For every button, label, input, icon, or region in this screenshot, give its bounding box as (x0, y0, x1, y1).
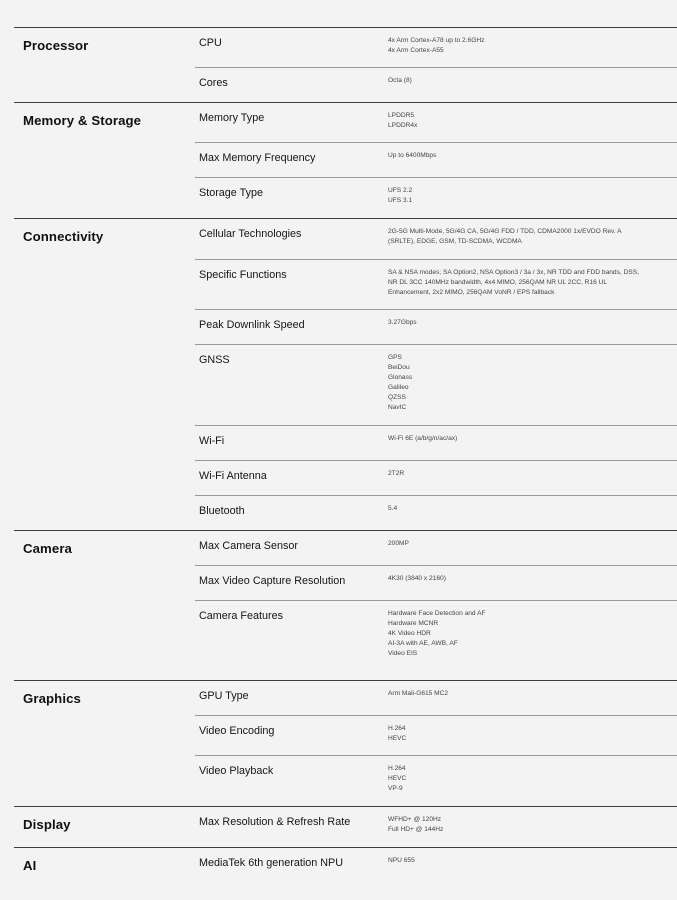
spec-label: Cores (199, 77, 228, 89)
spec-label: Memory Type (199, 112, 265, 124)
group-divider (14, 806, 677, 807)
spec-label: GNSS (199, 354, 230, 366)
spec-value-line: 2G-5G Multi-Mode, 5G/4G CA, 5G/4G FDD / TDD, CDMA2000 1x/EVDO Rev. A (SRLTE), EDGE, GSM, TD-SCDMA, WCDMA (388, 228, 622, 245)
spec-value (388, 539, 638, 549)
spec-label: Max Camera Sensor (199, 540, 299, 552)
spec-value-line: Video EIS (388, 650, 418, 657)
row-divider (195, 177, 677, 178)
group-memory-storage (0, 102, 677, 218)
spec-value-line: NPU 655 (388, 857, 415, 864)
row-divider (195, 425, 677, 426)
spec-value-line: H.264 (388, 765, 406, 772)
row-divider (195, 755, 677, 756)
spec-value (388, 724, 638, 744)
spec-label: Cellular Technologies (199, 228, 302, 240)
group-connectivity (0, 218, 677, 530)
spec-label: Specific Functions (199, 269, 287, 281)
spec-value-line: HEVC (388, 735, 407, 742)
row-divider (195, 142, 677, 143)
group-camera (0, 530, 677, 680)
spec-value-line: 4x Arm Cortex-A78 up to 2.6GHz (388, 37, 485, 44)
spec-label: Video Playback (199, 765, 274, 777)
spec-value (388, 227, 640, 247)
row-divider (195, 309, 677, 310)
group-title: AI (23, 858, 37, 873)
spec-value (388, 504, 638, 514)
spec-label: Storage Type (199, 187, 264, 199)
spec-label: Max Resolution & Refresh Rate (199, 816, 351, 828)
row-divider (195, 565, 677, 566)
spec-label: Wi-Fi Antenna (199, 470, 267, 482)
spec-label: Camera Features (199, 610, 284, 622)
group-divider (14, 530, 677, 531)
spec-value-line: H.264 (388, 725, 406, 732)
spec-value-line: Galileo (388, 384, 409, 391)
spec-value (388, 764, 638, 794)
spec-value-line: 4K30 (3840 x 2160) (388, 575, 446, 582)
spec-value-line: Hardware MCNR (388, 620, 439, 627)
group-title: Memory & Storage (23, 113, 142, 128)
spec-value-line: LPDDR5 (388, 112, 415, 119)
group-processor (0, 27, 677, 102)
group-divider (14, 102, 677, 103)
spec-value (388, 574, 638, 584)
spec-value (388, 111, 638, 131)
spec-value (388, 268, 640, 298)
spec-value-line: 2T2R (388, 470, 405, 477)
group-divider (14, 218, 677, 219)
spec-value-line: HEVC (388, 775, 407, 782)
spec-value (388, 434, 638, 444)
row-divider (195, 600, 677, 601)
spec-value-line: 4K Video HDR (388, 630, 431, 637)
spec-value-line: UFS 2.2 (388, 187, 413, 194)
spec-value (388, 689, 638, 699)
spec-label: Bluetooth (199, 505, 245, 517)
spec-value (388, 353, 638, 413)
spec-label: CPU (199, 37, 222, 49)
spec-value (388, 318, 638, 328)
spec-value (388, 469, 638, 479)
group-title: Display (23, 817, 71, 832)
group-graphics (0, 680, 677, 806)
spec-value-line: VP-9 (388, 785, 403, 792)
spec-value (388, 151, 638, 161)
spec-value-line: LPDDR4x (388, 122, 418, 129)
group-divider (14, 27, 677, 28)
spec-value (388, 186, 638, 206)
spec-value-line: 4x Arm Cortex-A55 (388, 47, 444, 54)
spec-value (388, 609, 638, 659)
spec-value (388, 76, 638, 86)
spec-label: Max Video Capture Resolution (199, 575, 346, 587)
spec-value-line: SA & NSA modes; SA Option2, NSA Option3 / 3a / 3x, NR TDD and FDD bands, DSS, NR DL 3CC 140MHz bandwidth, 4x4 MIMO, 256QAM NR UL 2CC, R16 UL Enhancement, 2x2 MIMO, 256QAM VoNR / EPS fallback (388, 269, 639, 296)
group-title: Connectivity (23, 229, 104, 244)
row-divider (195, 67, 677, 68)
spec-value-line: Glonass (388, 374, 413, 381)
row-divider (195, 460, 677, 461)
spec-value-line: QZSS (388, 394, 406, 401)
spec-label: Max Memory Frequency (199, 152, 316, 164)
group-title: Graphics (23, 691, 81, 706)
spec-value-line: Octa (8) (388, 77, 412, 84)
spec-label: Peak Downlink Speed (199, 319, 305, 331)
group-title: Camera (23, 541, 72, 556)
row-divider (195, 495, 677, 496)
group-display (0, 806, 677, 847)
spec-value-line: NavIC (388, 404, 407, 411)
spec-value (388, 856, 638, 866)
spec-label: MediaTek 6th generation NPU (199, 857, 344, 869)
spec-value-line: AI-3A with AE, AWB, AF (388, 640, 458, 647)
row-divider (195, 344, 677, 345)
spec-value-line: Full HD+ @ 144Hz (388, 826, 444, 833)
spec-value-line: 5.4 (388, 505, 398, 512)
group-title: Processor (23, 38, 89, 53)
spec-value-line: Arm Mali-G615 MC2 (388, 690, 449, 697)
spec-label: GPU Type (199, 690, 249, 702)
spec-value-line: GPS (388, 354, 402, 361)
spec-value-line: Wi-Fi 6E (a/b/g/n/ac/ax) (388, 435, 458, 442)
spec-label: Wi-Fi (199, 435, 225, 447)
spec-value-line: 200MP (388, 540, 409, 547)
spec-value (388, 36, 638, 56)
spec-value-line: Hardware Face Detection and AF (388, 610, 486, 617)
spec-value-line: 3.27Gbps (388, 319, 417, 326)
spec-value-line: Up to 6400Mbps (388, 152, 437, 159)
spec-value-line: BeiDou (388, 364, 410, 371)
spec-value-line: WFHD+ @ 120Hz (388, 816, 442, 823)
row-divider (195, 259, 677, 260)
group-ai (0, 847, 677, 892)
group-divider (14, 680, 677, 681)
spec-value-line: UFS 3.1 (388, 197, 413, 204)
row-divider (195, 715, 677, 716)
group-divider (14, 847, 677, 848)
spec-label: Video Encoding (199, 725, 275, 737)
spec-value (388, 815, 638, 835)
